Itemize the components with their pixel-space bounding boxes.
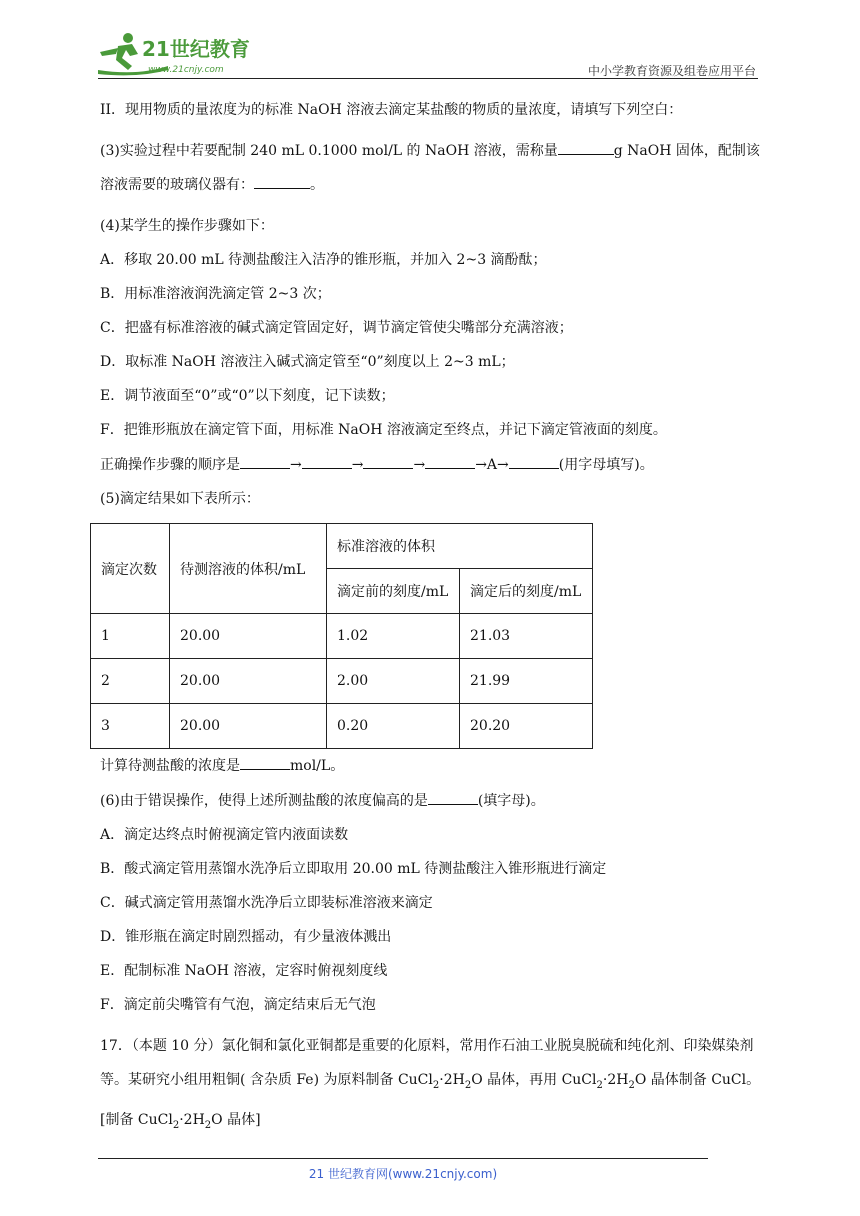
- table-cell: 20.20: [460, 704, 593, 749]
- q6-title: [100, 790, 764, 811]
- arrow: →: [351, 457, 364, 473]
- page-header: [98, 30, 758, 80]
- answer-blank: [509, 454, 559, 469]
- q6-option-e: E．配制标准 NaOH 溶液，定容时俯视刻度线: [100, 963, 388, 979]
- arrow: →: [290, 457, 302, 473]
- q17-text: ·2H: [179, 1111, 205, 1128]
- header-sample-volume: 待测溶液的体积/mL: [170, 524, 327, 614]
- table-row: [91, 614, 593, 659]
- q4-title: (4)某学生的操作步骤如下：: [100, 218, 274, 234]
- q6-option-f: F．滴定前尖嘴管有气泡，滴定结束后无气泡: [100, 997, 376, 1013]
- logo-text: 21世纪教育: [142, 37, 250, 61]
- footer-rule: [98, 1158, 708, 1159]
- q6-option-b: B．酸式滴定管用蒸馏水洗净后立即取用 20.00 mL 待测盐酸注入锥形瓶进行滴定: [100, 861, 607, 877]
- header-platform-text: 中小学教育资源及组卷应用平台: [587, 64, 756, 78]
- q6-option-d: D．锥形瓶在滴定时剧烈摇动，有少量液体溅出: [100, 929, 392, 945]
- table-cell: 21.99: [460, 659, 593, 704]
- q4-step-d: D．取标准 NaOH 溶液注入碱式滴定管至“0”刻度以上 2~3 mL；: [100, 354, 515, 370]
- q6-title-suffix: (填字母)。: [477, 793, 545, 809]
- q5-calc: [100, 755, 764, 776]
- q4-step-f: F．把锥形瓶放在滴定管下面，用标准 NaOH 溶液滴定至终点，并记下滴定管液面的刻度。: [100, 422, 667, 438]
- section-intro: II．现用物质的量浓度为的标准 NaOH 溶液去滴定某盐酸的物质的量浓度，请填写下列空白：: [100, 102, 683, 118]
- table-cell: 20.00: [170, 614, 327, 659]
- q6-option-a: A．滴定达终点时俯视滴定管内液面读数: [100, 827, 349, 843]
- q4-step-c: C．把盛有标准溶液的碱式滴定管固定好，调节滴定管使尖嘴部分充满溶液；: [100, 320, 573, 336]
- q17-text: O 晶体，再用 CuCl: [471, 1072, 597, 1088]
- table-cell: 1.02: [327, 614, 460, 659]
- answer-blank: [254, 174, 310, 189]
- q5-title: (5)滴定结果如下表所示：: [100, 491, 260, 507]
- q17-section-heading: [100, 1103, 764, 1143]
- answer-blank: [302, 454, 352, 469]
- q4-order-prefix: 正确操作步骤的顺序是: [100, 457, 240, 473]
- q17-text: O 晶体制备 CuCl。: [634, 1072, 761, 1088]
- question-3: [100, 134, 764, 202]
- table-cell: 20.00: [170, 704, 327, 749]
- header-trial: 滴定次数: [91, 524, 170, 614]
- q17-text: O 晶体]: [211, 1111, 261, 1128]
- q4-step-e: E．调节液面至“0”或“0”以下刻度，记下读数；: [100, 388, 395, 404]
- answer-blank: [558, 140, 614, 155]
- page-footer[interactable]: 21 世纪教育网(www.21cnjy.com): [308, 1167, 498, 1181]
- table-cell: 3: [91, 704, 170, 749]
- header-rule: [98, 78, 758, 79]
- q6-option-c: C．碱式滴定管用蒸馏水洗净后立即装标准溶液来滴定: [100, 895, 433, 911]
- arrow-a: →A→: [475, 457, 509, 473]
- q3-part1: (3)实验过程中若要配制 240 mL 0.1000 mol/L 的 NaOH 溶液，需称量: [100, 143, 558, 159]
- subscript: 2: [204, 1119, 212, 1131]
- subscript: 2: [464, 1079, 472, 1091]
- q5-calc-prefix: 计算待测盐酸的浓度是: [100, 758, 240, 774]
- q17-text: ·2H: [439, 1072, 465, 1088]
- table-cell: 2.00: [327, 659, 460, 704]
- q3-part2: g NaOH 固体，配制该溶液需要的玻璃仪器有：: [100, 143, 760, 193]
- header-before: 滴定前的刻度/mL: [327, 569, 460, 614]
- question-17: [100, 1029, 764, 1103]
- q4-order: [100, 454, 764, 475]
- subscript: 2: [628, 1079, 635, 1091]
- site-logo: [98, 30, 268, 76]
- q17-text: [制备 CuCl: [100, 1111, 173, 1128]
- table-row: [91, 659, 593, 704]
- subscript: 2: [172, 1119, 180, 1131]
- titration-table: [90, 523, 593, 749]
- q4-step-a: A．移取 20.00 mL 待测盐酸注入洁净的锥形瓶，并加入 2~3 滴酚酞；: [100, 252, 547, 268]
- answer-blank: [363, 454, 413, 469]
- logo-url: www.21cnjy.com: [148, 65, 224, 75]
- header-standard-volume: 标准溶液的体积: [327, 524, 593, 569]
- table-row: [91, 704, 593, 749]
- q4-step-b: B．用标准溶液润洗滴定管 2~3 次；: [100, 286, 331, 302]
- subscript: 2: [432, 1079, 440, 1091]
- q6-title-prefix: (6)由于错误操作，使得上述所测盐酸的浓度偏高的是: [100, 793, 428, 809]
- header-after: 滴定后的刻度/mL: [460, 569, 593, 614]
- answer-blank: [425, 454, 475, 469]
- table-cell: 20.00: [170, 659, 327, 704]
- q17-text: ·2H: [602, 1072, 629, 1088]
- table-cell: 0.20: [327, 704, 460, 749]
- subscript: 2: [596, 1079, 603, 1091]
- q3-part3: 。: [310, 177, 324, 193]
- q5-calc-suffix: mol/L。: [290, 758, 345, 774]
- arrow: →: [413, 457, 426, 473]
- answer-blank: [240, 755, 290, 770]
- answer-blank: [428, 790, 478, 805]
- answer-blank: [240, 454, 290, 469]
- table-cell: 21.03: [460, 614, 593, 659]
- table-cell: 1: [91, 614, 170, 659]
- q17-text: 17．（本题 10 分）氯化铜和氯化亚铜都是重要的化原料，常用作石油工业脱臭脱硫和纯化剂、印染媒染剂等。某研究小组用粗铜( 含杂质 Fe) 为原料制备 CuCl: [100, 1038, 754, 1088]
- q4-order-suffix: (用字母填写)。: [558, 457, 654, 473]
- document-body: [100, 100, 764, 1143]
- table-cell: 2: [91, 659, 170, 704]
